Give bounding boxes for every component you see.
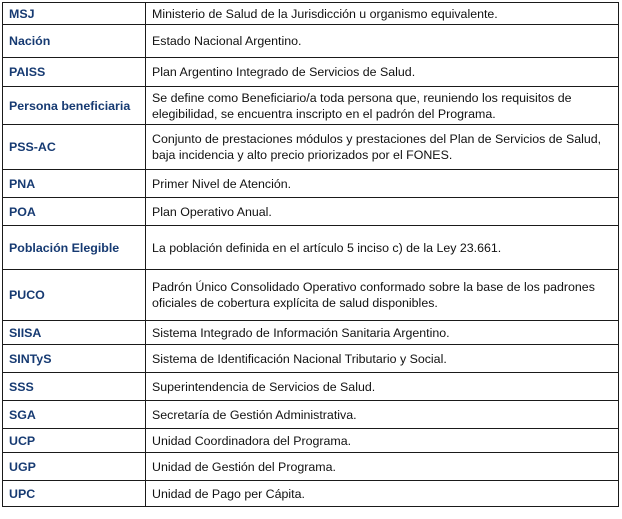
definition-cell: Superintendencia de Servicios de Salud.: [146, 373, 619, 401]
definition-cell: Plan Operativo Anual.: [146, 198, 619, 226]
definition-cell: Secretaría de Gestión Administrativa.: [146, 401, 619, 429]
table-row: [3, 401, 619, 429]
table-row: [3, 270, 619, 321]
table-row: [3, 25, 619, 58]
table-row: [3, 345, 619, 373]
term-cell: Persona beneficiaria: [3, 87, 146, 125]
term-cell: SIISA: [3, 321, 146, 345]
table-row: [3, 125, 619, 170]
term-cell: SSS: [3, 373, 146, 401]
definition-cell: Ministerio de Salud de la Jurisdicción u organismo equivalente.: [146, 3, 619, 25]
term-cell: UPC: [3, 481, 146, 507]
definition-cell: Se define como Beneficiario/a toda persona que, reuniendo los requisitos de elegibilidad, se encuentra inscripto en el padrón del Programa.: [146, 87, 619, 125]
term-cell: Población Elegible: [3, 226, 146, 270]
table-row: [3, 198, 619, 226]
term-cell: Nación: [3, 25, 146, 58]
definition-cell: Sistema de Identificación Nacional Tributario y Social.: [146, 345, 619, 373]
definition-cell: Plan Argentino Integrado de Servicios de Salud.: [146, 58, 619, 87]
table-row: [3, 87, 619, 125]
term-cell: POA: [3, 198, 146, 226]
term-cell: PUCO: [3, 270, 146, 321]
term-cell: MSJ: [3, 3, 146, 25]
table-row: [3, 58, 619, 87]
term-cell: PAISS: [3, 58, 146, 87]
table-row: [3, 481, 619, 507]
table-row: [3, 429, 619, 453]
table-row: [3, 373, 619, 401]
definition-cell: Unidad de Pago per Cápita.: [146, 481, 619, 507]
table-row: [3, 453, 619, 481]
term-cell: PSS-AC: [3, 125, 146, 170]
table-row: [3, 170, 619, 198]
glossary-table: [2, 2, 619, 507]
term-cell: UGP: [3, 453, 146, 481]
definition-cell: Padrón Único Consolidado Operativo conformado sobre la base de los padrones oficiales de cobertura explícita de salud disponibles.: [146, 270, 619, 321]
definition-cell: Unidad de Gestión del Programa.: [146, 453, 619, 481]
definition-cell: Unidad Coordinadora del Programa.: [146, 429, 619, 453]
table-row: [3, 321, 619, 345]
table-row: [3, 226, 619, 270]
table-row: [3, 3, 619, 25]
term-cell: PNA: [3, 170, 146, 198]
term-cell: UCP: [3, 429, 146, 453]
term-cell: SGA: [3, 401, 146, 429]
definition-cell: Conjunto de prestaciones módulos y prestaciones del Plan de Servicios de Salud, baja incidencia y alto precio priorizados por el FONES.: [146, 125, 619, 170]
definition-cell: Estado Nacional Argentino.: [146, 25, 619, 58]
definition-cell: Sistema Integrado de Información Sanitaria Argentino.: [146, 321, 619, 345]
term-cell: SINTyS: [3, 345, 146, 373]
definition-cell: La población definida en el artículo 5 inciso c) de la Ley 23.661.: [146, 226, 619, 270]
definition-cell: Primer Nivel de Atención.: [146, 170, 619, 198]
